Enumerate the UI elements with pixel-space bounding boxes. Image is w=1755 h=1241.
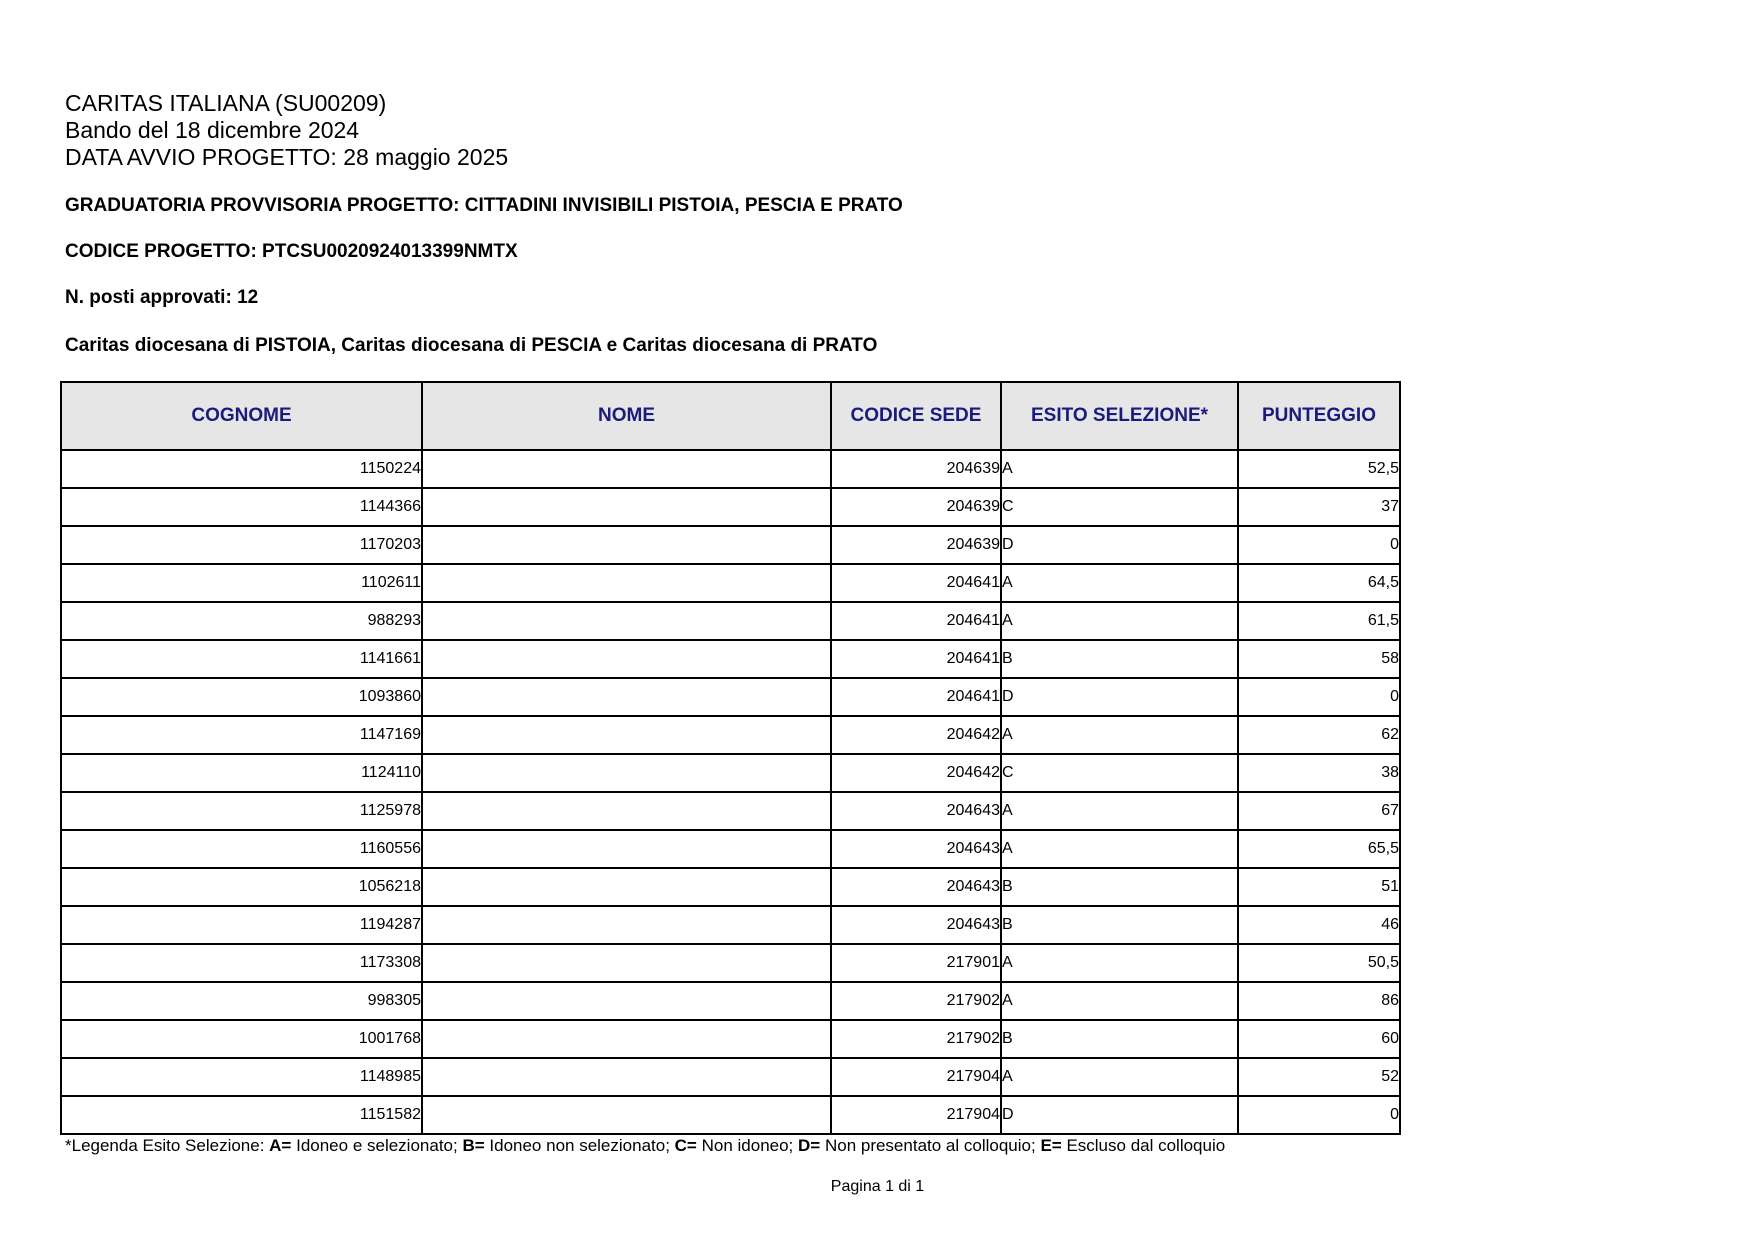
legend-code-d: D= (798, 1136, 821, 1155)
cell-codice-sede: 204641 (831, 640, 1001, 678)
cell-codice-sede: 217904 (831, 1058, 1001, 1096)
cell-cognome: 1173308 (61, 944, 422, 982)
cell-punteggio: 46 (1238, 906, 1400, 944)
cell-punteggio: 0 (1238, 526, 1400, 564)
cell-nome (422, 944, 831, 982)
cell-nome (422, 1096, 831, 1134)
cell-cognome: 1144366 (61, 488, 422, 526)
cell-cognome: 1151582 (61, 1096, 422, 1134)
cell-punteggio: 65,5 (1238, 830, 1400, 868)
cell-nome (422, 1058, 831, 1096)
cell-esito: C (1001, 488, 1238, 526)
cell-nome (422, 716, 831, 754)
cell-punteggio: 58 (1238, 640, 1400, 678)
cell-codice-sede: 204641 (831, 564, 1001, 602)
cell-punteggio: 67 (1238, 792, 1400, 830)
cell-esito: C (1001, 754, 1238, 792)
legend-code-c: C= (674, 1136, 697, 1155)
cell-nome (422, 602, 831, 640)
legend-text-c: Non idoneo; (696, 1136, 799, 1155)
table-row (61, 868, 1400, 906)
cell-punteggio: 0 (1238, 1096, 1400, 1134)
cell-cognome: 1194287 (61, 906, 422, 944)
cell-punteggio: 60 (1238, 1020, 1400, 1058)
cell-cognome: 1150224 (61, 450, 422, 488)
table-row (61, 1058, 1400, 1096)
table-row (61, 526, 1400, 564)
table-row (61, 830, 1400, 868)
column-header-nome: NOME (422, 382, 831, 450)
esito-legend (65, 1136, 1225, 1156)
cell-nome (422, 1020, 831, 1058)
cell-nome (422, 450, 831, 488)
graduatoria-title: GRADUATORIA PROVVISORIA PROGETTO: CITTADINI INVISIBILI PISTOIA, PESCIA E PRATO (65, 195, 903, 216)
legend-code-b: B= (462, 1136, 485, 1155)
cell-esito: B (1001, 640, 1238, 678)
table-row (61, 754, 1400, 792)
header-row (61, 382, 1400, 450)
legend-prefix: *Legenda Esito Selezione: (65, 1136, 270, 1155)
cell-esito: A (1001, 792, 1238, 830)
cell-nome (422, 792, 831, 830)
cell-esito: B (1001, 868, 1238, 906)
cell-punteggio: 50,5 (1238, 944, 1400, 982)
table-row (61, 792, 1400, 830)
cell-codice-sede: 204641 (831, 678, 1001, 716)
table-row (61, 640, 1400, 678)
cell-punteggio: 0 (1238, 678, 1400, 716)
cell-cognome: 1102611 (61, 564, 422, 602)
ranking-table-body (61, 450, 1400, 1134)
cell-nome (422, 526, 831, 564)
cell-nome (422, 488, 831, 526)
table-row (61, 678, 1400, 716)
cell-cognome: 1160556 (61, 830, 422, 868)
cell-cognome: 1124110 (61, 754, 422, 792)
cell-punteggio: 52 (1238, 1058, 1400, 1096)
cell-codice-sede: 204643 (831, 792, 1001, 830)
cell-cognome: 1170203 (61, 526, 422, 564)
legend-text-d: Non presentato al colloquio; (820, 1136, 1041, 1155)
approved-positions: N. posti approvati: 12 (65, 287, 259, 308)
table-row (61, 906, 1400, 944)
cell-punteggio: 51 (1238, 868, 1400, 906)
cell-cognome: 988293 (61, 602, 422, 640)
cell-cognome: 1093860 (61, 678, 422, 716)
table-row (61, 602, 1400, 640)
cell-codice-sede: 217902 (831, 982, 1001, 1020)
table-row (61, 564, 1400, 602)
cell-esito: A (1001, 602, 1238, 640)
project-code: CODICE PROGETTO: PTCSU0020924013399NMTX (65, 241, 518, 262)
cell-esito: A (1001, 1058, 1238, 1096)
cell-esito: A (1001, 450, 1238, 488)
cell-nome (422, 868, 831, 906)
cell-punteggio: 37 (1238, 488, 1400, 526)
cell-codice-sede: 204643 (831, 906, 1001, 944)
table-row (61, 944, 1400, 982)
cell-cognome: 998305 (61, 982, 422, 1020)
cell-punteggio: 86 (1238, 982, 1400, 1020)
cell-cognome: 1001768 (61, 1020, 422, 1058)
ranking-table-header (61, 382, 1400, 450)
cell-esito: B (1001, 906, 1238, 944)
cell-esito: B (1001, 1020, 1238, 1058)
ranking-table (60, 381, 1401, 1135)
cell-punteggio: 38 (1238, 754, 1400, 792)
caritas-dioceses: Caritas diocesana di PISTOIA, Caritas diocesana di PESCIA e Caritas diocesana di PRATO (65, 335, 878, 356)
cell-punteggio: 52,5 (1238, 450, 1400, 488)
legend-text-b: Idoneo non selezionato; (484, 1136, 675, 1155)
cell-punteggio: 61,5 (1238, 602, 1400, 640)
document-header (65, 90, 508, 171)
cell-nome (422, 564, 831, 602)
column-header-esito-selezione: ESITO SELEZIONE* (1001, 382, 1238, 450)
cell-nome (422, 754, 831, 792)
cell-codice-sede: 204639 (831, 450, 1001, 488)
column-header-codice-sede: CODICE SEDE (831, 382, 1001, 450)
table-row (61, 450, 1400, 488)
cell-esito: A (1001, 944, 1238, 982)
cell-esito: D (1001, 678, 1238, 716)
bando-date: Bando del 18 dicembre 2024 (65, 117, 360, 143)
cell-esito: A (1001, 982, 1238, 1020)
cell-esito: A (1001, 716, 1238, 754)
cell-codice-sede: 204639 (831, 526, 1001, 564)
cell-codice-sede: 204642 (831, 754, 1001, 792)
cell-codice-sede: 204641 (831, 602, 1001, 640)
table-row (61, 982, 1400, 1020)
cell-cognome: 1148985 (61, 1058, 422, 1096)
cell-punteggio: 62 (1238, 716, 1400, 754)
column-header-punteggio: PUNTEGGIO (1238, 382, 1400, 450)
cell-codice-sede: 204639 (831, 488, 1001, 526)
cell-codice-sede: 204643 (831, 868, 1001, 906)
cell-esito: A (1001, 830, 1238, 868)
legend-text-a: Idoneo e selezionato; (291, 1136, 463, 1155)
cell-codice-sede: 204642 (831, 716, 1001, 754)
cell-nome (422, 640, 831, 678)
cell-cognome: 1147169 (61, 716, 422, 754)
cell-nome (422, 906, 831, 944)
legend-text-e: Escluso dal colloquio (1061, 1136, 1226, 1155)
table-row (61, 716, 1400, 754)
project-start-date: DATA AVVIO PROGETTO: 28 maggio 2025 (65, 144, 509, 170)
cell-cognome: 1141661 (61, 640, 422, 678)
cell-codice-sede: 217904 (831, 1096, 1001, 1134)
cell-cognome: 1125978 (61, 792, 422, 830)
cell-codice-sede: 204643 (831, 830, 1001, 868)
cell-codice-sede: 217901 (831, 944, 1001, 982)
page-number: Pagina 1 di 1 (830, 1178, 925, 1195)
cell-punteggio: 64,5 (1238, 564, 1400, 602)
column-header-cognome: COGNOME (61, 382, 422, 450)
cell-cognome: 1056218 (61, 868, 422, 906)
table-row (61, 1096, 1400, 1134)
cell-esito: A (1001, 564, 1238, 602)
cell-esito: D (1001, 526, 1238, 564)
cell-codice-sede: 217902 (831, 1020, 1001, 1058)
cell-nome (422, 678, 831, 716)
cell-nome (422, 982, 831, 1020)
legend-code-e: E= (1040, 1136, 1062, 1155)
organization-title: CARITAS ITALIANA (SU00209) (65, 90, 387, 116)
table-row (61, 488, 1400, 526)
cell-esito: D (1001, 1096, 1238, 1134)
legend-code-a: A= (269, 1136, 292, 1155)
cell-nome (422, 830, 831, 868)
table-row (61, 1020, 1400, 1058)
